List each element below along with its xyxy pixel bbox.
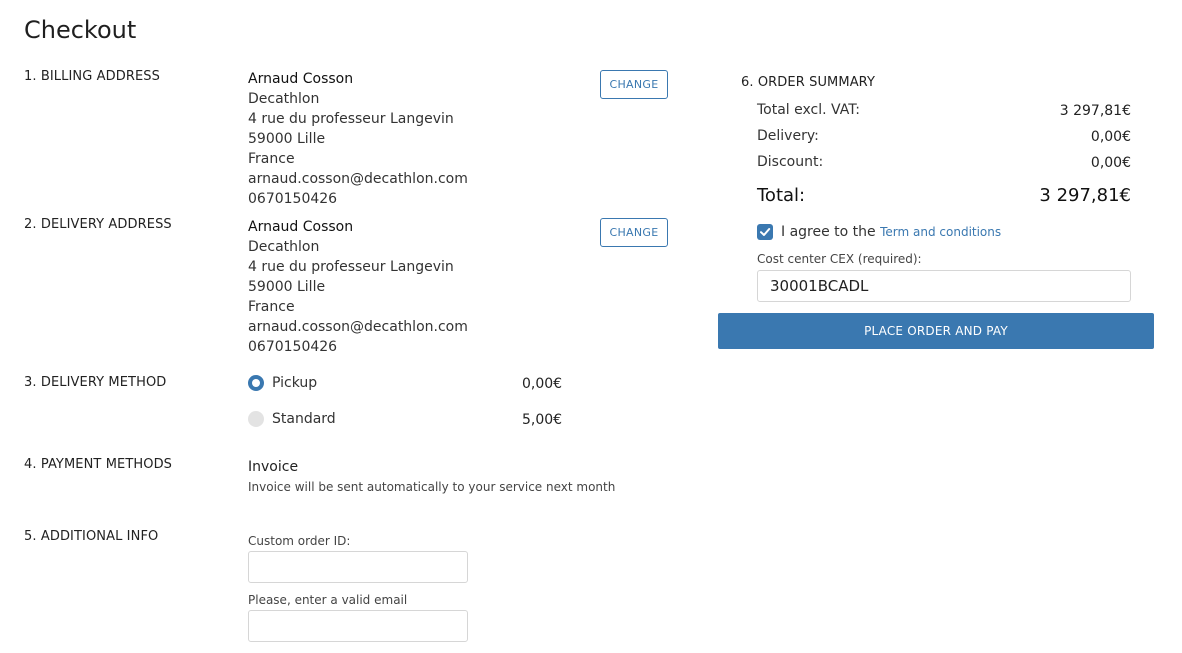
- billing-street: 4 rue du professeur Langevin: [248, 111, 454, 127]
- custom-order-id-input[interactable]: [248, 551, 468, 583]
- radio-pickup[interactable]: [248, 375, 264, 391]
- email-field[interactable]: [248, 610, 468, 642]
- delivery-street: 4 rue du professeur Langevin: [248, 259, 454, 275]
- summary-excl-vat-label: Total excl. VAT:: [757, 102, 860, 118]
- summary-delivery-label: Delivery:: [757, 128, 819, 144]
- cost-center-label: Cost center CEX (required):: [757, 252, 922, 266]
- delivery-city: 59000 Lille: [248, 279, 326, 295]
- additional-info-heading: 5. ADDITIONAL INFO: [24, 529, 159, 544]
- email-field-label: Please, enter a valid email: [248, 593, 408, 607]
- billing-city: 59000 Lille: [248, 131, 326, 147]
- delivery-company: Decathlon: [248, 239, 320, 255]
- billing-address-heading: 1. BILLING ADDRESS: [24, 69, 161, 84]
- billing-company: Decathlon: [248, 91, 320, 107]
- delivery-country: France: [248, 299, 295, 315]
- billing-email: arnaud.cosson@decathlon.com: [248, 171, 468, 187]
- payment-method-name: Invoice: [248, 459, 299, 475]
- delivery-phone: 0670150426: [248, 339, 338, 355]
- billing-phone: 0670150426: [248, 191, 338, 207]
- terms-agree-line: [781, 224, 1001, 240]
- summary-discount-label: Discount:: [757, 154, 824, 170]
- order-summary-heading: 6. ORDER SUMMARY: [741, 75, 876, 90]
- billing-name: Arnaud Cosson: [248, 71, 354, 87]
- billing-address-block: [248, 69, 468, 209]
- page-title: Checkout: [24, 16, 137, 44]
- change-billing-button[interactable]: CHANGE: [600, 70, 668, 99]
- delivery-email: arnaud.cosson@decathlon.com: [248, 319, 468, 335]
- billing-country: France: [248, 151, 295, 167]
- delivery-address-block: [248, 217, 468, 357]
- checkmark-icon: [759, 226, 771, 238]
- payment-methods-heading: 4. PAYMENT METHODS: [24, 457, 173, 472]
- summary-discount-value: 0,00€: [1090, 155, 1131, 171]
- delivery-name: Arnaud Cosson: [248, 219, 354, 235]
- summary-delivery-value: 0,00€: [1090, 129, 1131, 145]
- change-delivery-button[interactable]: CHANGE: [600, 218, 668, 247]
- radio-standard[interactable]: [248, 411, 264, 427]
- standard-price: 5,00€: [522, 412, 563, 428]
- terms-checkbox[interactable]: [757, 224, 773, 240]
- standard-label[interactable]: Standard: [272, 411, 336, 427]
- terms-link[interactable]: Term and conditions: [880, 225, 1002, 239]
- custom-order-id-label: Custom order ID:: [248, 534, 351, 548]
- place-order-button[interactable]: PLACE ORDER AND PAY: [718, 313, 1154, 349]
- summary-excl-vat-value: 3 297,81€: [1059, 103, 1131, 119]
- pickup-label[interactable]: Pickup: [272, 375, 318, 391]
- delivery-address-heading: 2. DELIVERY ADDRESS: [24, 217, 172, 232]
- delivery-method-heading: 3. DELIVERY METHOD: [24, 375, 167, 390]
- payment-method-note: Invoice will be sent automatically to your service next month: [248, 480, 616, 494]
- summary-total-label: Total:: [757, 185, 806, 206]
- terms-agree-text: I agree to the: [781, 224, 876, 240]
- summary-total-value: 3 297,81€: [1039, 185, 1131, 206]
- pickup-price: 0,00€: [522, 376, 563, 392]
- cost-center-input[interactable]: [757, 270, 1131, 302]
